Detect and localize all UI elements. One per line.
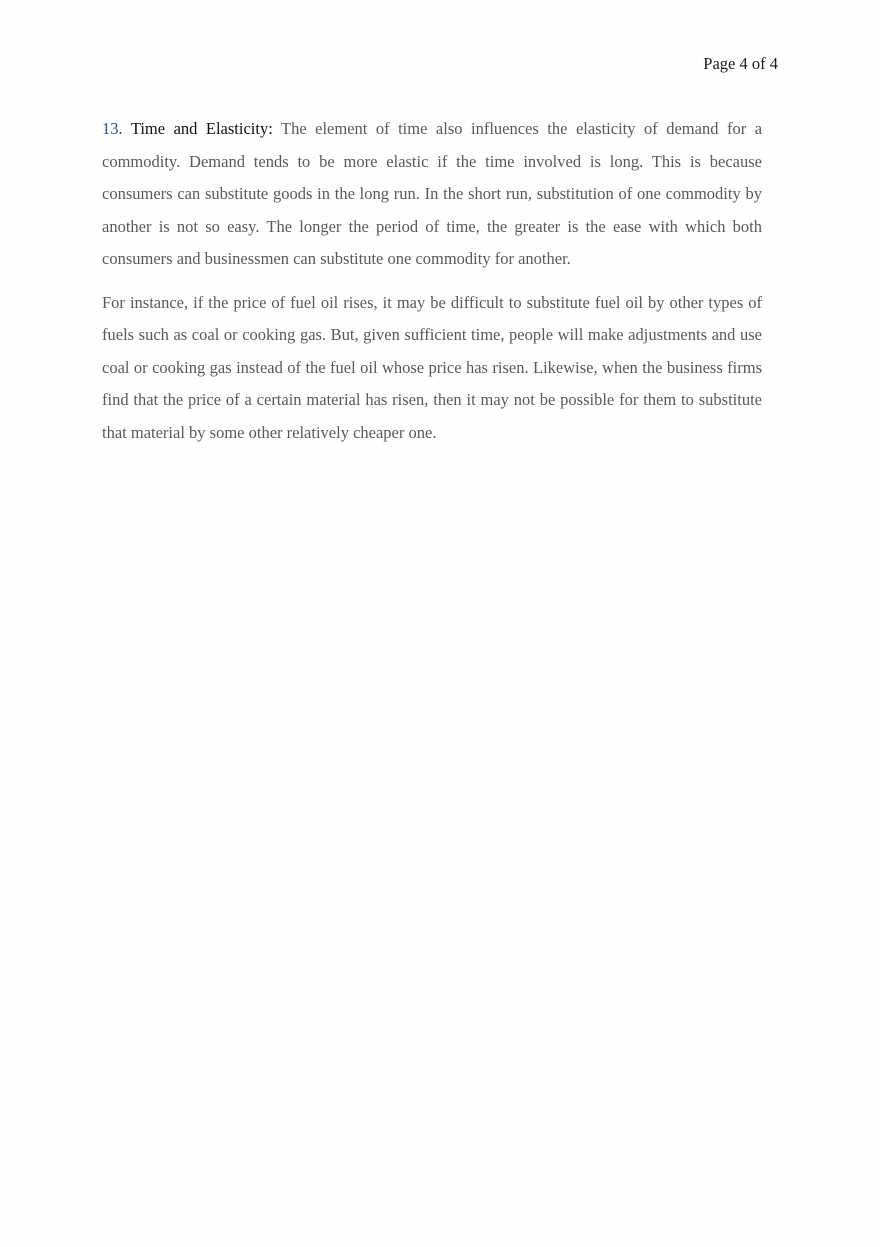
item-text: The element of time also influences the elasticity of demand for a commodity. Demand tends to be more elastic if the time involved is long. This is because consumers can substitute goods in the long run. In the short run, substitution of one commodity by another is not so easy. The longer the period of time, the greater is the ease with which both consumers and businessmen can substitute one commodity for another. xyxy=(102,119,763,268)
page-content xyxy=(102,113,762,449)
page-number: Page 4 of 4 xyxy=(703,54,778,73)
item-number: 13. xyxy=(102,119,123,138)
item-paragraph xyxy=(102,113,762,276)
item-heading: Time and Elasticity: xyxy=(130,119,273,138)
example-paragraph: For instance, if the price of fuel oil rises, it may be difficult to substitute fuel oil by other types of fuels such as coal or cooking gas. But, given sufficient time, people will make adjustments and use coal or cooking gas instead of the fuel oil whose price has risen. Likewise, when the business firms find that the price of a certain material has risen, then it may not be possible for them to substitute that material by some other relatively cheaper one. xyxy=(102,292,762,442)
